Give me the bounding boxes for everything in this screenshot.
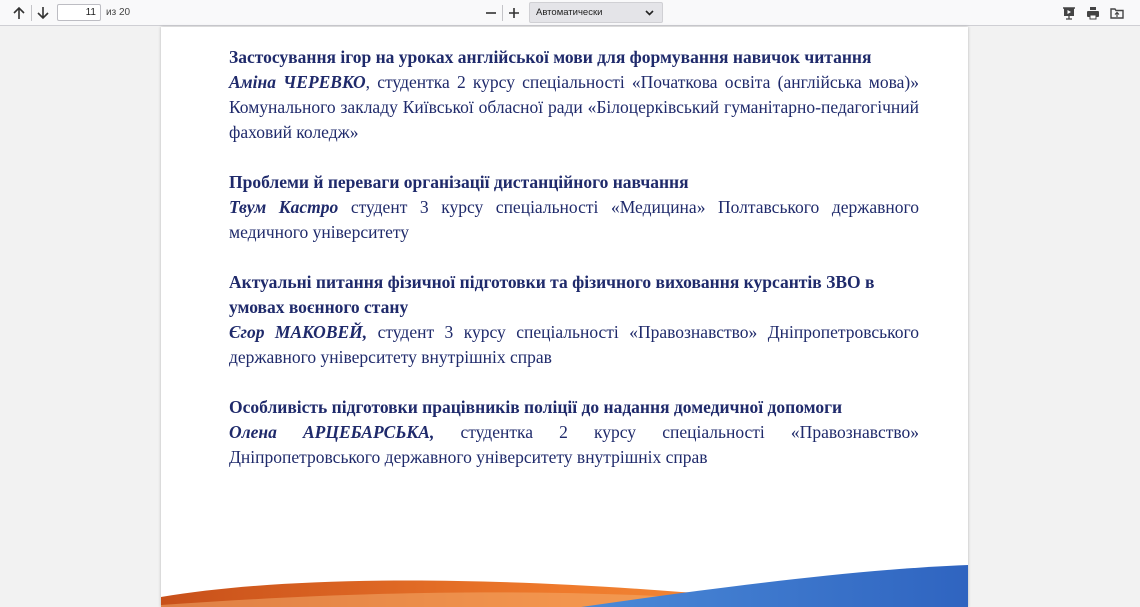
- entry-title: Актуальні питання фізичної підготовки та фізичного виховання курсантів ЗВО в умовах воєнного стану: [229, 272, 875, 317]
- entry-author: Єгор МАКОВЕЙ,: [229, 322, 368, 342]
- program-entry: [229, 45, 919, 145]
- program-entry: [229, 170, 919, 245]
- entry-details: студентка 2 курсу спеціальності «Правознавство» Дніпропетровського державного університету внутрішніх справ: [229, 422, 919, 467]
- entry-author: Олена АРЦЕБАРСЬКА,: [229, 422, 435, 442]
- toolbar-separator: [502, 5, 503, 21]
- entry-body: [229, 70, 919, 145]
- program-entry: [229, 395, 919, 470]
- arrow-up-icon[interactable]: [9, 3, 29, 23]
- chevron-down-icon: [645, 3, 654, 29]
- page-number-input[interactable]: 11: [57, 4, 101, 21]
- print-icon[interactable]: [1086, 5, 1102, 21]
- arrow-down-icon[interactable]: [33, 3, 53, 23]
- entry-author: Аміна ЧЕРЕВКО: [229, 72, 366, 92]
- entry-details: студент 3 курсу спеціальності «Медицина» Полтавського державного медичного університету: [229, 197, 919, 242]
- entry-body: [229, 320, 919, 370]
- page-content: [229, 45, 919, 495]
- zoom-select[interactable]: [529, 2, 663, 23]
- pdf-toolbar: [0, 0, 1140, 26]
- zoom-out-icon[interactable]: [481, 3, 501, 23]
- entry-title: Застосування ігор на уроках англійської мови для формування навичок читання: [229, 47, 872, 67]
- presentation-icon[interactable]: [1062, 5, 1078, 21]
- zoom-select-value: Автоматически: [536, 7, 603, 18]
- entry-details: , студентка 2 курсу спеціальності «Початкова освіта (англійська мова)» Комунального закладу Київської обласної ради «Білоцерківський гуманітарно-педагогічний фаховий коледж»: [229, 72, 919, 142]
- entry-body: [229, 195, 919, 245]
- entry-details: студент 3 курсу спеціальності «Правознавство» Дніпропетровського державного університету внутрішніх справ: [229, 322, 920, 367]
- entry-body: [229, 420, 919, 470]
- open-file-icon[interactable]: [1110, 5, 1126, 21]
- entry-title: Особливість підготовки працівників поліції до надання домедичної допомоги: [229, 397, 843, 417]
- zoom-in-icon[interactable]: [504, 3, 524, 23]
- entry-author: Твум Кастро: [229, 197, 339, 217]
- document-page: [161, 27, 968, 607]
- entry-title: Проблеми й переваги організації дистанційного навчання: [229, 172, 689, 192]
- toolbar-separator: [31, 5, 32, 21]
- page-total-label: из 20: [106, 7, 131, 18]
- program-entry: [229, 270, 919, 370]
- decorative-wave: [161, 547, 968, 607]
